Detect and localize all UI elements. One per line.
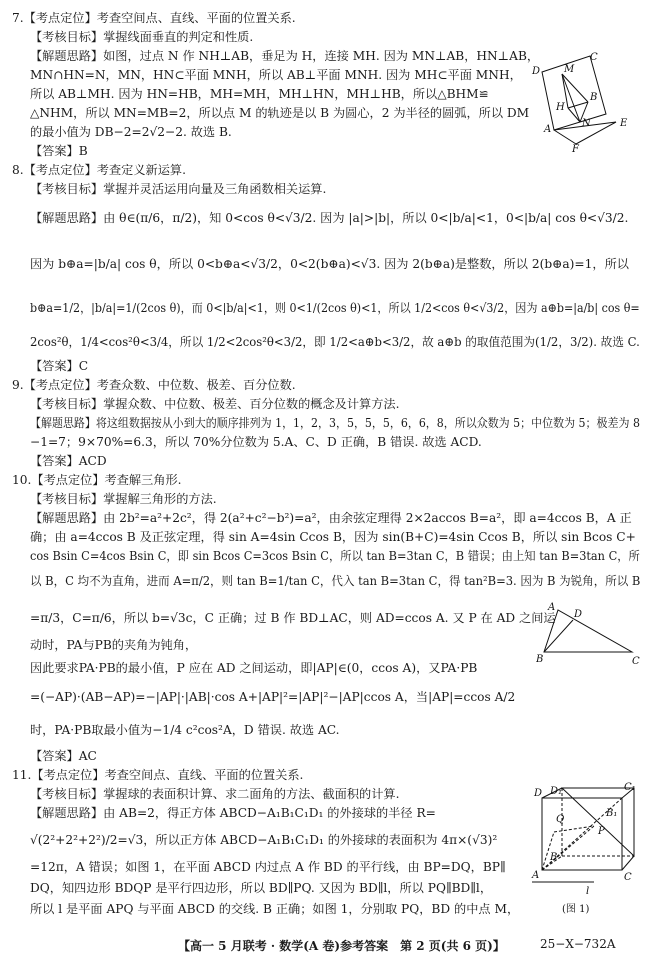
text-line: 【解题思路】如图，过点 N 作 NH⊥AB，垂足为 H，连接 MH. 因为 MN⊥AB，HN⊥AB，	[30, 49, 540, 63]
text-line: 7.【考点定位】考查空间点、直线、平面的位置关系.	[12, 11, 296, 25]
text-line: cos Bsin C=4cos Bsin C，即 sin Bcos C=3cos Bsin C，所以 tan B=3tan C，B 错误；由上知 tan B=3tan C，所	[30, 549, 640, 563]
text-line: 以 B，C 均不为直角，进而 A=π/2，则 tan B=1/tan C，代入 tan B=3tan C，得 tan²B=3. 因为 B 为锐角，所以 B	[30, 574, 641, 588]
q11-label: Q	[556, 814, 565, 825]
q7-label: M	[564, 64, 575, 75]
text-line: b⊕a=1/2，|b/a|=1/(2cos θ)，而 0<|b/a|<1，则 0<1/(2cos θ)<1，所以 1/2<cos θ<√3/2，因为 a⊕b=|a/b| cos θ=	[30, 301, 640, 315]
text-line: 10.【考点定位】考查解三角形.	[12, 473, 182, 487]
text-line: 因此要求PA·PB的最小值，P 应在 AD 之间运动，即|AP|∈(0，ccos A)，又PA·PB	[30, 661, 478, 675]
text-line: MN∩HN=N，MN，HN⊂平面 MNH，所以 AB⊥平面 MNH. 因为 MH⊂平面 MNH，	[30, 68, 522, 82]
text-line: 动时，PA与PB的夹角为钝角，	[30, 638, 198, 652]
q11-label: C₁	[624, 782, 636, 793]
text-line: 11.【考点定位】考查空间点、直线、平面的位置关系.	[12, 768, 304, 782]
q11-label: C	[624, 872, 632, 883]
text-line: 所以 l 是平面 APQ 与平面 ABCD 的交线. B 正确；如图 1，分别取 PQ，BD 的中点 M，	[30, 902, 520, 916]
text-line: =12π，A 错误；如图 1，在平面 ABCD 内过点 A 作 BD 的平行线，由 BP=DQ，BP∥	[30, 860, 506, 874]
q7-label: D	[532, 66, 541, 77]
text-line: 【解题思路】由 2b²=a²+2c²，得 2(a²+c²−b²)=a²，由余弦定理得 2×2accos B=a²，即 a=4ccos B，A 正	[30, 511, 632, 525]
text-line: 【考核目标】掌握并灵活运用向量及三角函数相关运算.	[30, 182, 327, 196]
q7-label: C	[590, 52, 598, 63]
q7-label: B	[590, 92, 598, 103]
q11-label: D₁	[550, 786, 563, 797]
q7-label: F	[572, 144, 579, 152]
text-line: 时，PA·PB取最小值为−1/4 c²cos²A，D 错误. 故选 AC.	[30, 723, 340, 737]
q11-label: D	[534, 788, 543, 799]
text-line: 【解题思路】由 AB=2，得正方体 ABCD−A₁B₁C₁D₁ 的外接球的半径 R=	[30, 806, 436, 820]
footer-title: 【高一 5 月联考 · 数学(A 卷)参考答案 第 2 页(共 6 页)】	[178, 939, 505, 953]
text-line: △NHM，所以 MN=MB=2，所以点 M 的轨迹是以 B 为圆心，2 为半径的圆弧，所以 DM	[30, 106, 530, 120]
q11-label: P	[598, 826, 605, 837]
text-line: √(2²+2²+2²)/2=√3，所以正方体 ABCD−A₁B₁C₁D₁ 的外接球的表面积为 4π×(√3)²	[30, 833, 498, 847]
text-line: 【答案】ACD	[30, 454, 107, 468]
figure-q7-diagram	[528, 52, 638, 152]
text-line: =(−AP)·(AB−AP)=−|AP|·|AB|·cos A+|AP|²=|AP|²−|AP|ccos A，当|AP|=ccos A/2	[30, 690, 516, 704]
text-line: 确；由 a=4ccos B 及正弦定理，得 sin A=4sin Ccos B，因为 sin(B+C)=4sin Ccos B，所以 sin Bcos C+	[30, 530, 636, 544]
text-line: 【答案】AC	[30, 749, 97, 763]
text-line: 【考核目标】掌握众数、中位数、极差、百分位数的概念及计算方法.	[30, 397, 400, 411]
figure-1-cube	[524, 782, 640, 918]
q11-label: l	[586, 886, 590, 897]
text-line: 2cos²θ，1/4<cos²θ<3/4，所以 1/2<2cos²θ<3/2，即 1/2<a⊕b<3/2，故 a⊕b 的取值范围为(1/2，3/2). 故选 C.	[30, 335, 640, 349]
text-line: =π/3，C=π/6，所以 b=√3c，C 正确；过 B 作 BD⊥AC，则 AD=ccos A. 又 P 在 AD 之间运	[30, 611, 556, 625]
q10-label: A	[548, 602, 556, 613]
q11-label: A	[532, 870, 540, 881]
text-line: 9.【考点定位】考查众数、中位数、极差、百分位数.	[12, 378, 296, 392]
figure-1-caption: (图 1)	[562, 904, 590, 915]
q7-label: N	[582, 118, 591, 129]
q7-label: E	[620, 118, 628, 129]
text-line: 8.【考点定位】考查定义新运算.	[12, 163, 186, 177]
text-line: 所以 AB⊥MH. 因为 HN=HB，MH=MH，MH⊥HN，MH⊥HB，所以△BHM≌	[30, 87, 489, 101]
q7-label: A	[544, 124, 552, 135]
q10-label: B	[536, 654, 544, 665]
text-line: 的最小值为 DB−2=2√2−2. 故选 B.	[30, 125, 232, 139]
q7-label: H	[556, 102, 565, 113]
text-line: 【考核目标】掌握解三角形的方法.	[30, 492, 217, 506]
q11-label: B₁	[606, 808, 618, 819]
q10-label: C	[632, 656, 640, 666]
q11-label: B	[550, 852, 558, 863]
footer-code: 25−X−732A	[540, 937, 616, 951]
text-line: 【答案】B	[30, 144, 88, 158]
text-line: −1=7；9×70%=6.3，所以 70%分位数为 5.A、C、D 正确，B 错误. 故选 ACD.	[30, 435, 482, 449]
text-line: 【考核目标】掌握线面垂直的判定和性质.	[30, 30, 254, 44]
text-line: 因为 b⊕a=|b/a| cos θ，所以 0<b⊕a<√3/2，0<2(b⊕a)<√3. 因为 2(b⊕a)是整数，所以 2(b⊕a)=1，所以	[30, 257, 629, 271]
text-line: 【考核目标】掌握球的表面积计算、求二面角的方法、截面积的计算.	[30, 787, 400, 801]
text-line: DQ，知四边形 BDQP 是平行四边形，所以 BD∥PQ. 又因为 BD∥l，所以 PQ∥BD∥l，	[30, 881, 493, 895]
q10-label: D	[574, 609, 583, 620]
figure-q10-triangle	[536, 602, 640, 666]
text-line: 【答案】C	[30, 359, 89, 373]
text-line: 【解题思路】由 θ∈(π/6，π/2)，知 0<cos θ<√3/2. 因为 |a|>|b|，所以 0<|b/a|<1，0<|b/a| cos θ<√3/2.	[30, 211, 629, 225]
text-line: 【解题思路】将这组数据按从小到大的顺序排列为 1，1，2，3，5，5，5，6，6，8，所以众数为 5；中位数为 5；极差为 8	[30, 416, 640, 430]
